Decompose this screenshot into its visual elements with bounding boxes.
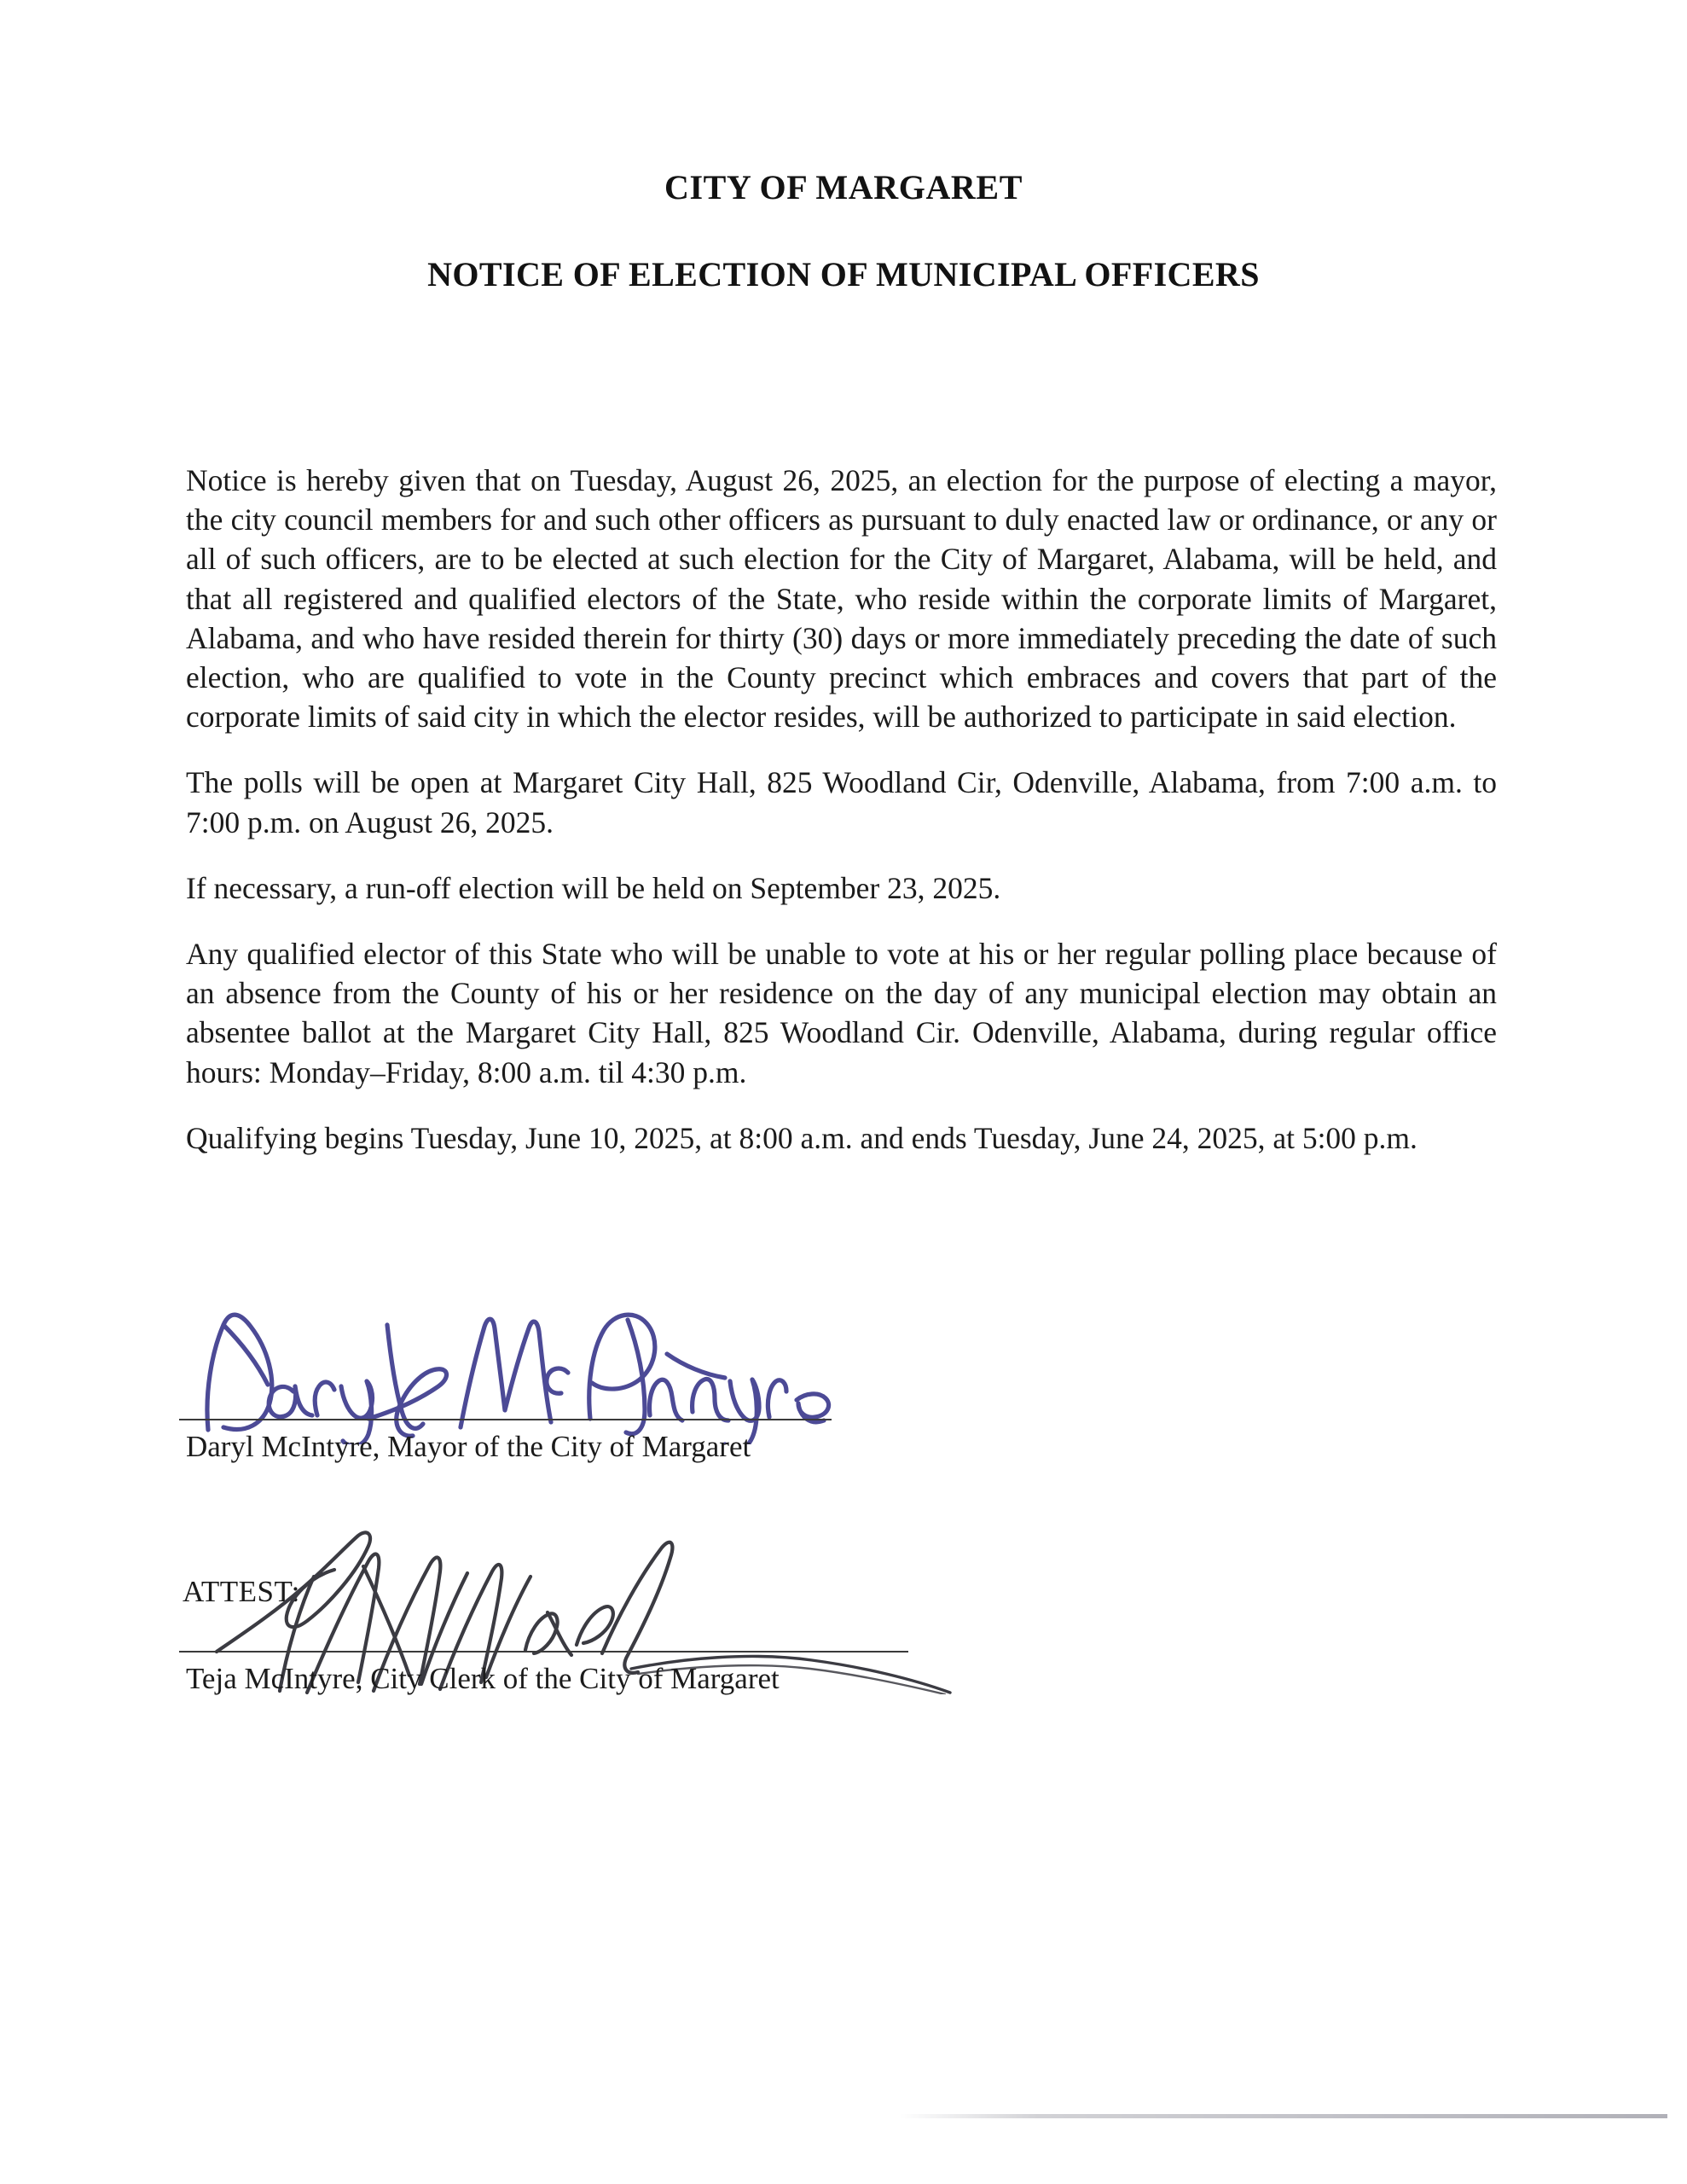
attest-label: ATTEST: bbox=[183, 1575, 300, 1608]
scan-edge-artifact bbox=[900, 2114, 1667, 2118]
paragraph-qualifying: Qualifying begins Tuesday, June 10, 2025, at 8:00 a.m. and ends Tuesday, June 24, 2025, at 5:00 p.m. bbox=[186, 1120, 1417, 1155]
paragraph-polls: The polls will be open at Margaret City Hall, 825 Woodland Cir, Odenville, Alabama, from 7:00 a.m. to 7:00 p.m. on August 26, 2025. bbox=[186, 765, 1497, 839]
document-body bbox=[186, 461, 1497, 1184]
mayor-name-label: Daryl McIntyre, Mayor of the City of Margaret bbox=[186, 1430, 751, 1463]
document-header bbox=[0, 167, 1687, 295]
paragraph-absentee: Any qualified elector of this State who will be unable to vote at his or her regular polling place because of an absence from the County of his or her residence on the day of any municipal election may obtain an absentee ballot at the Margaret City Hall, 825 Woodland Cir. Odenville, Alabama, during regular office hours: Monday–Friday, 8:00 a.m. til 4:30 p.m. bbox=[186, 937, 1497, 1089]
mayor-signature-line bbox=[179, 1419, 832, 1420]
page-title: CITY OF MARGARET bbox=[664, 168, 1023, 206]
paragraph-runoff: If necessary, a run-off election will be held on September 23, 2025. bbox=[186, 870, 1001, 905]
paragraph-notice: Notice is hereby given that on Tuesday, August 26, 2025, an election for the purpose of electing a mayor, the city council members for and such other officers as pursuant to duly enacted law or ordinance, or any or all of such officers, are to be elected at such election for the City of Margaret, Alabama, will be held, and that all registered and qualified electors of the State, who reside within the corporate limits of Margaret, Alabama, and who have resided therein for thirty (30) days or more immediately preceding the date of such election, who are qualified to vote in the County precinct which embraces and covers that part of the corporate limits of said city in which the elector resides, will be authorized to participate in said election. bbox=[186, 463, 1497, 735]
mayor-signature-ink bbox=[167, 1291, 884, 1444]
clerk-name-label: Teja McIntyre, City Clerk of the City of Margaret bbox=[186, 1662, 780, 1695]
page-subtitle: NOTICE OF ELECTION OF MUNICIPAL OFFICERS bbox=[427, 255, 1260, 293]
clerk-signature-line bbox=[179, 1651, 908, 1653]
